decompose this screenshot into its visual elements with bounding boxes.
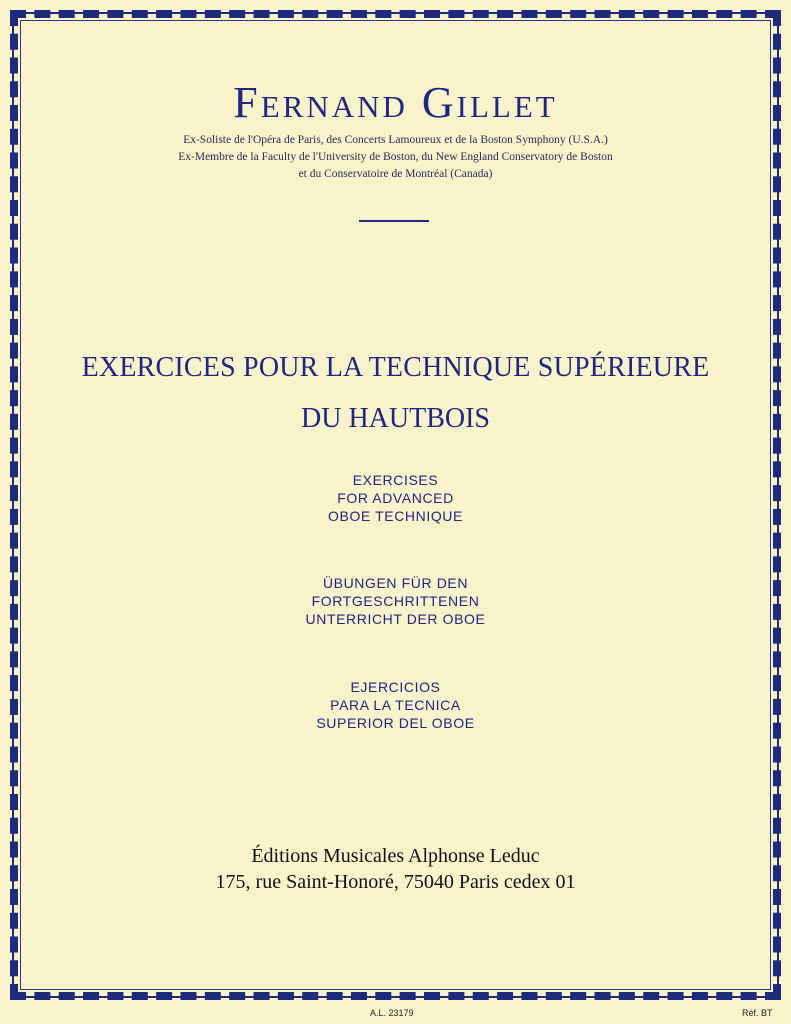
divider-rule xyxy=(359,220,429,222)
spanish-title-line-2: PARA LA TECNICA xyxy=(330,697,461,713)
german-title-line-1: ÜBUNGEN FÜR DEN xyxy=(322,575,469,591)
german-title-line-3: UNTERRICHT DER OBOE xyxy=(305,611,486,627)
catalog-number: A.L. 23179 xyxy=(370,1008,414,1018)
german-title-line-2: FORTGESCHRITTENEN xyxy=(311,593,480,609)
author-bio-line-3: et du Conservatoire de Montréal (Canada) xyxy=(298,168,493,180)
author-bio-line-2: Ex-Membre de la Faculty de l'University de Boston, du New England Conservatory de Boston xyxy=(178,151,613,163)
english-title-line-1: EXERCISES xyxy=(352,472,439,488)
english-title-line-2: FOR ADVANCED xyxy=(337,490,454,506)
title-line-1: EXERCICES POUR LA TECHNIQUE SUPÉRIEURE xyxy=(81,352,710,383)
spanish-title-line-3: SUPERIOR DEL OBOE xyxy=(316,715,475,731)
title-line-2: DU HAUTBOIS xyxy=(301,403,490,434)
publisher-address: 175, rue Saint-Honoré, 75040 Paris cedex 01 xyxy=(215,871,576,893)
english-title-line-3: OBOE TECHNIQUE xyxy=(328,508,463,524)
spanish-title-line-1: EJERCICIOS xyxy=(350,679,441,695)
publisher-name: Éditions Musicales Alphonse Leduc xyxy=(251,845,540,867)
author-bio-line-1: Ex-Soliste de l'Opéra de Paris, des Concerts Lamoureux et de la Boston Symphony (U.S.A.) xyxy=(183,134,608,146)
author-name: Fernand Gillet xyxy=(233,78,558,127)
reference-code: Réf. BT xyxy=(742,1008,773,1018)
